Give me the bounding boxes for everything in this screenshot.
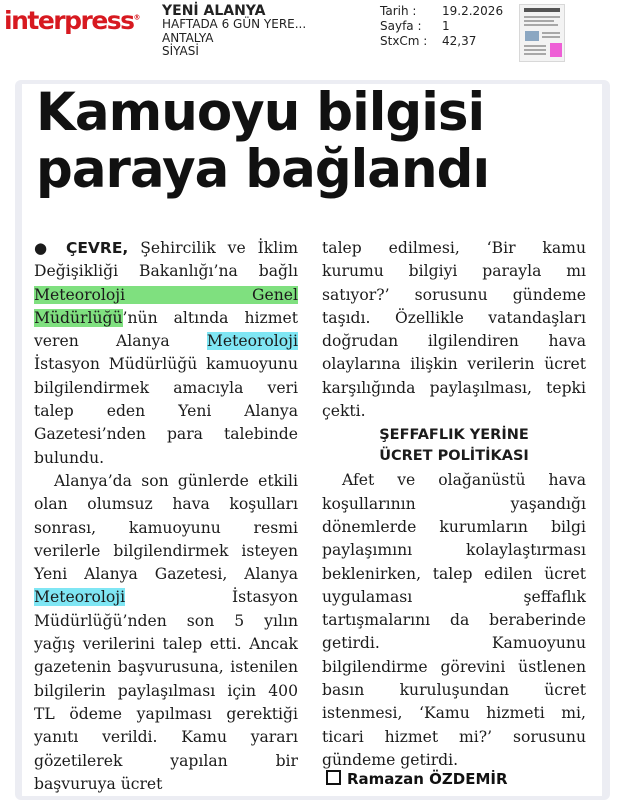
subheading: ŞEFFAFLIK YERİNE ÜCRET POLİTİKASI	[379, 427, 529, 465]
article-column-2	[322, 237, 586, 772]
paragraph-3: talep edilmesi, ‘Bir kamu kurumu bilgiyi parayla mı satıyor?’ sorusunu gündeme taşıdı. Özellikle vatandaşları doğrudan ilgilendiren hava olaylarına ilişkin verilerin ücret karşılığında paylaşılması, tepki çekti.	[322, 239, 586, 421]
publication-city: ANTALYA	[162, 30, 214, 45]
headline-line-1: Kamuoyu bilgisi	[36, 82, 485, 143]
publication-frequency: HAFTADA 6 GÜN YERE...	[162, 17, 307, 31]
publication-section: SİYASİ	[162, 44, 199, 58]
headline	[36, 84, 579, 198]
article-column-1	[34, 237, 298, 796]
clip-metadata	[380, 4, 503, 49]
square-icon	[326, 770, 341, 785]
date-label: Tarih :	[380, 4, 417, 18]
date-value: 19.2.2026	[442, 4, 504, 18]
paragraph-4: Afet ve olağanüstü hava koşullarının yaşandığı dönemlerde kurumların bilgi paylaşımını kolaylaştırması beklenirken, talep edilen ücret uygulaması şeffaflık tartışmalarını da beraberinde getirdi. Kamuoyunu bilgilendirme görevini üstlenen basın kuruluşundan ücret istenmesi, ‘Kamu hizmeti mi, ticari hizmet mi?’ sorusunu gündeme getirdi.	[322, 471, 586, 769]
page-value: 1	[442, 19, 450, 33]
stxcm-value: 42,37	[442, 34, 477, 48]
highlight-green: Meteoroloji Genel Müdürlüğü	[34, 285, 298, 327]
headline-line-2: paraya bağlandı	[36, 139, 490, 200]
page-label: Sayfa :	[380, 19, 422, 33]
author-name: Ramazan ÖZDEMİR	[347, 770, 508, 788]
bullet-icon: ●	[34, 239, 55, 257]
lead-word: ÇEVRE,	[65, 239, 129, 257]
author-byline	[326, 770, 508, 788]
paragraph-1: ● ÇEVRE, Şehircilik ve İklim Değişikliği Bakanlığı’na bağlı Meteoroloji Genel Müdürlüğü’nün altında hizmet veren Alanya Meteoroloji İstasyon Müdürlüğü kamuoyunu bilgilendirmek amacıyla veri talep eden Yeni Alanya Gazetesi’nden para talebinde bulundu.	[34, 239, 298, 467]
interpress-logo: interpress®	[4, 6, 141, 35]
paragraph-2: Alanya’da son günlerde etkili olan olumsuz hava koşulları sonrası, kamuoyunu resmi verilerle bilgilendirmek isteyen Yeni Alanya Gazetesi, Alanya Meteoroloji İstasyon Müdürlüğü’nden son 5 yılın yağış verilerini talep etti. Ancak gazetenin başvurusuna, istenilen bilgilerin paylaşılması için 400 TL ödeme yapılması gerektiği yanıtı verildi. Kamu yararı gözetilerek yapılan bir başvuruya ücret	[34, 471, 298, 793]
highlight-blue: Meteoroloji	[34, 588, 126, 607]
publication-name: YENİ ALANYA	[162, 3, 266, 19]
page-thumbnail[interactable]	[519, 4, 565, 62]
highlight-blue: Meteoroloji	[206, 332, 298, 351]
stxcm-label: StxCm :	[380, 34, 428, 48]
publication-info	[162, 4, 306, 59]
